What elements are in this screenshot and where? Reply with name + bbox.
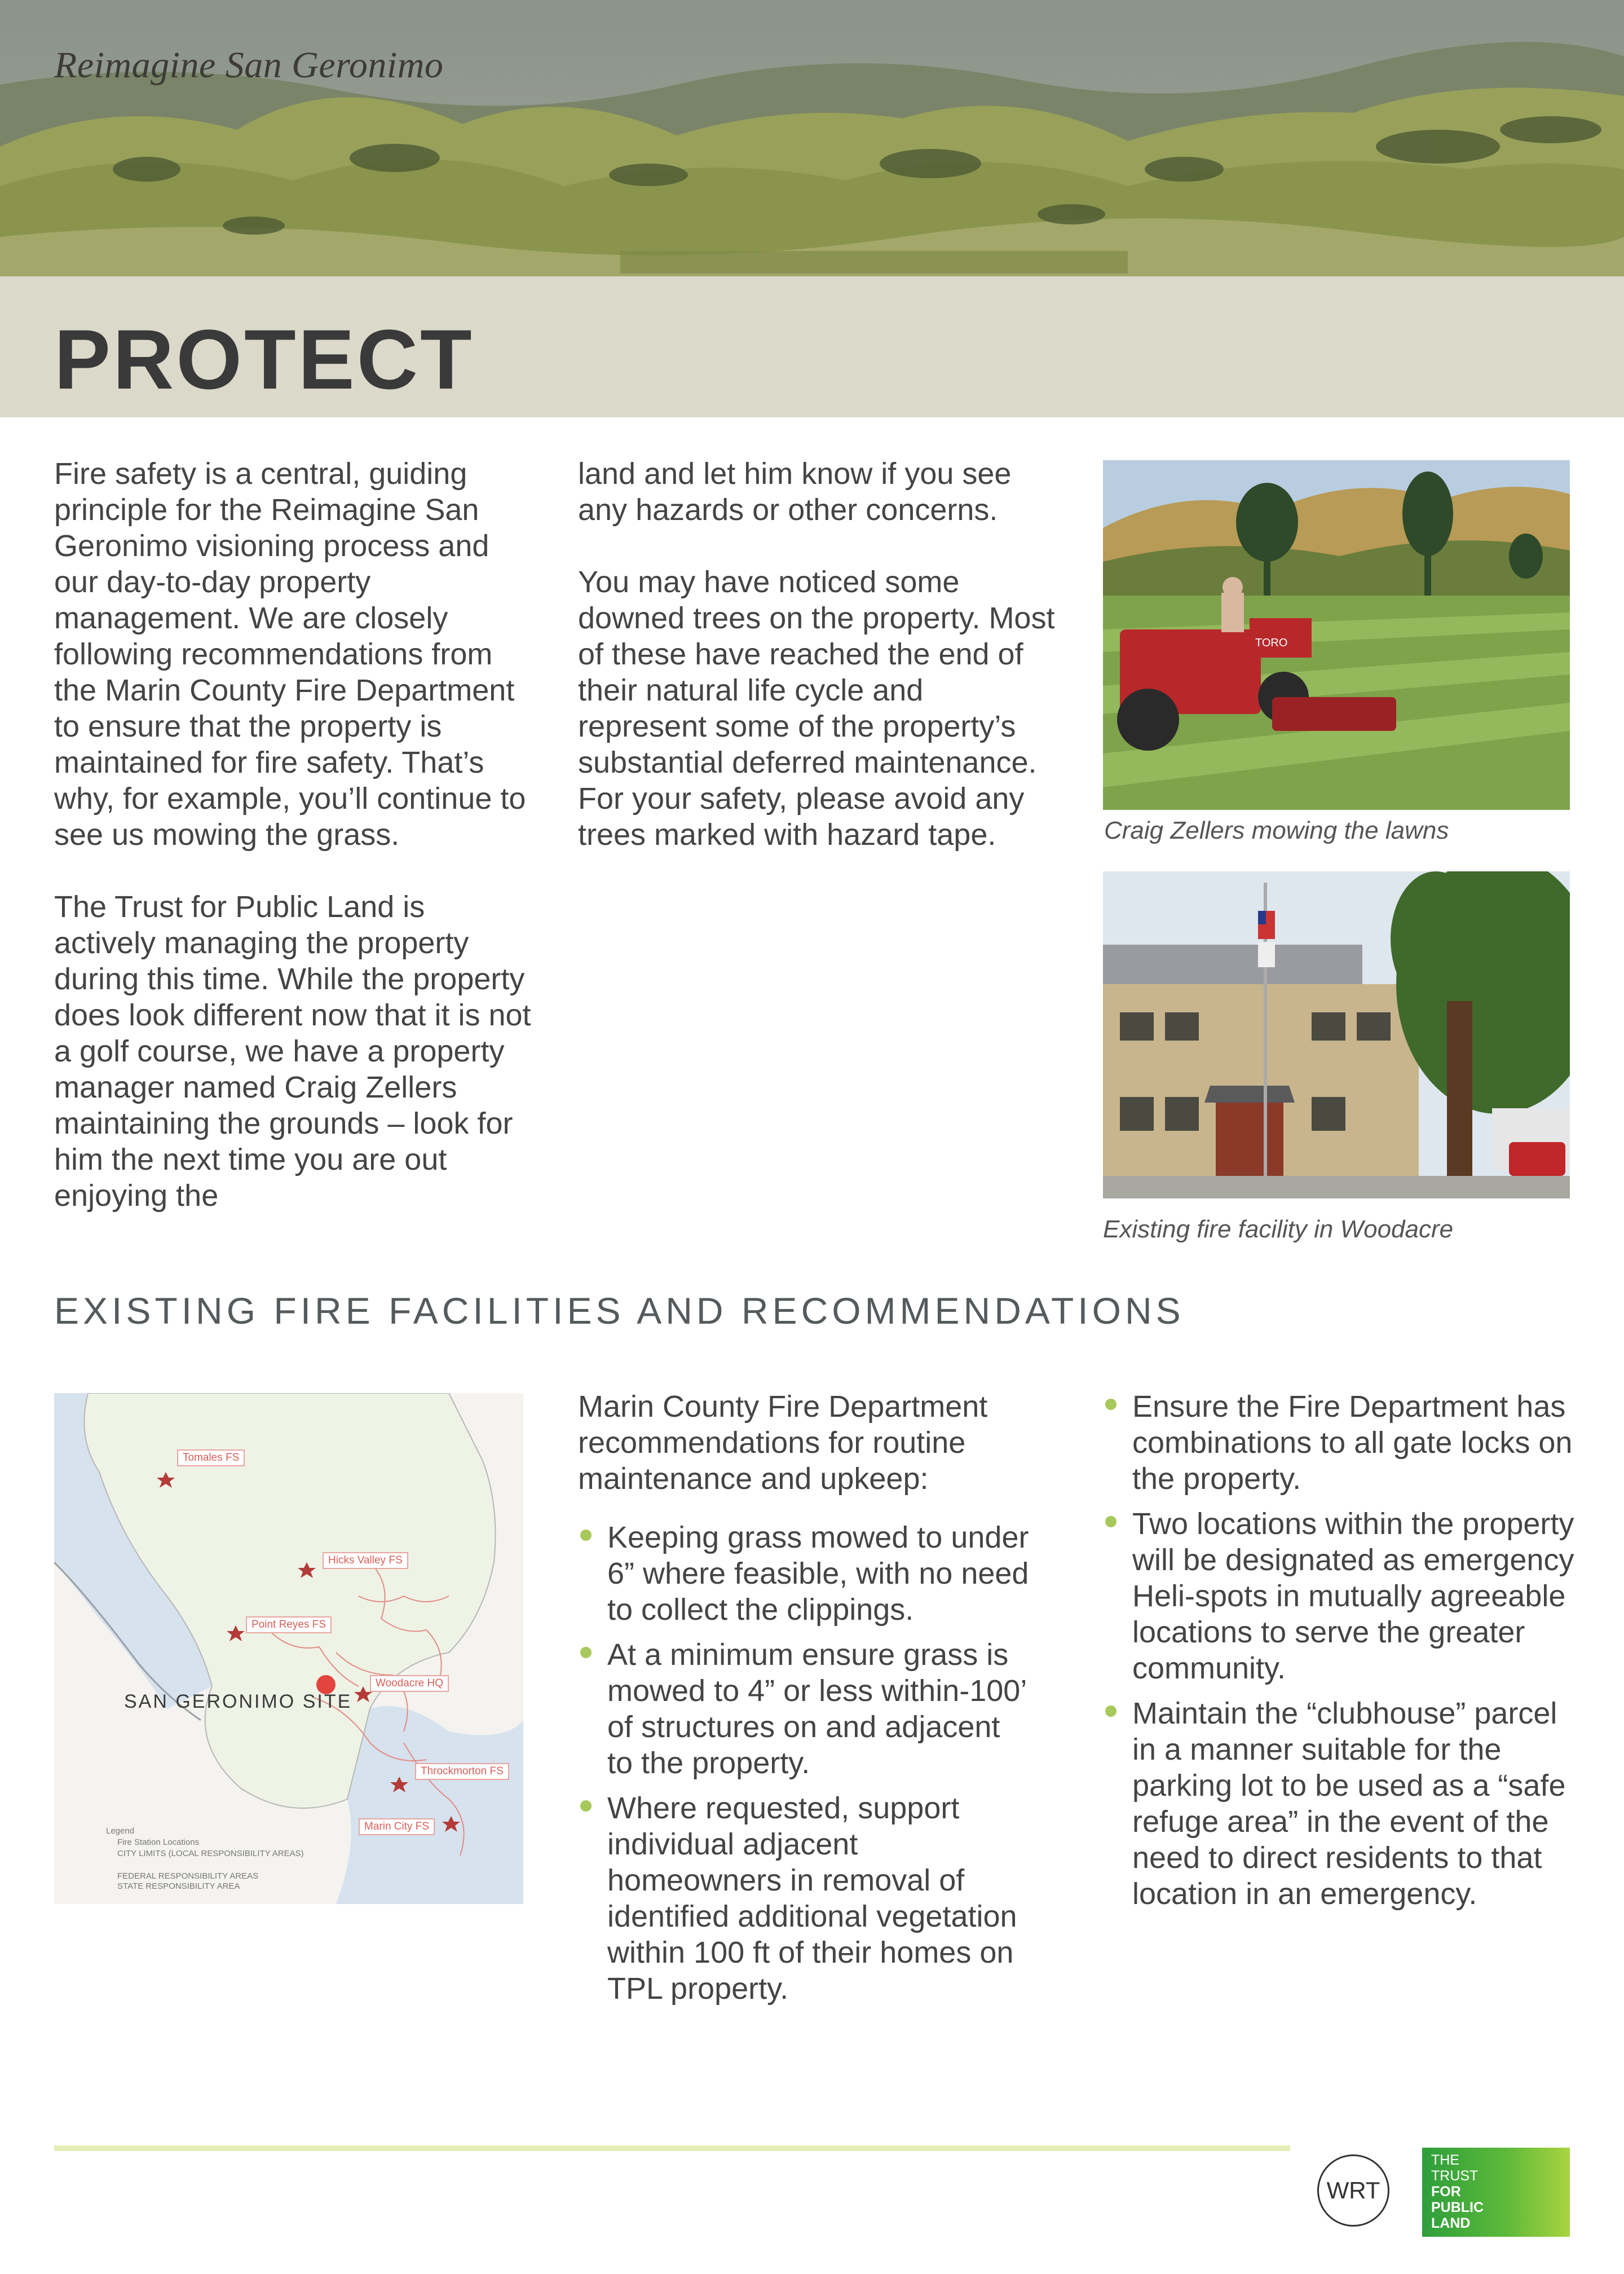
tpl-logo-line: THE <box>1431 2152 1459 2168</box>
recommendations-list-left <box>578 1519 1029 2007</box>
list-item: Ensure the Fire Department has combinations to all gate locks on the property. <box>1103 1389 1577 1497</box>
intro-column-2 <box>578 456 1057 889</box>
tpl-logo-line: LAND <box>1431 2215 1471 2231</box>
legend-item: STATE RESPONSIBILITY AREA <box>117 1881 240 1891</box>
fire-station-photo <box>1103 871 1570 1198</box>
paragraph: The Trust for Public Land is actively managing the property during this time. While the property does look different now that it is not a golf course, we have a property manager named Craig Zellers maintaining the grounds – look for him the next time you are out enjoying the <box>54 890 531 1213</box>
bullet-icon <box>580 1530 592 1541</box>
intro-column-1 <box>54 456 533 1250</box>
tpl-logo-line: TRUST <box>1431 2168 1479 2184</box>
map-station-label: Throckmorton FS <box>415 1763 509 1780</box>
mowing-photo <box>1103 460 1570 810</box>
legend-item: FEDERAL RESPONSIBILITY AREAS <box>117 1871 259 1881</box>
footer-rule <box>54 2145 1290 2151</box>
flag-icon <box>1258 911 1275 967</box>
fire-station-photo-caption: Existing fire facility in Woodacre <box>1103 1215 1454 1243</box>
map-station-label: Woodacre HQ <box>370 1675 449 1692</box>
paragraph: You may have noticed some downed trees on the property. Most of these have reached the end of their natural life cycle and represent some of the property’s substantial deferred maintenance. For your safety, please avoid any trees marked with hazard tape. <box>578 565 1055 852</box>
recommendations-column-left <box>578 1389 1029 2016</box>
section-title: PROTECT <box>54 312 474 407</box>
legend-title: Legend <box>106 1826 135 1836</box>
section-subheading: EXISTING FIRE FACILITIES AND RECOMMENDATIONS <box>54 1290 1185 1332</box>
list-item: Keeping grass mowed to under 6” where feasible, with no need to collect the clippings. <box>578 1519 1029 1628</box>
list-item: Maintain the “clubhouse” parcel in a manner suitable for the parking lot to be used as a “safe refuge area” in the event of the need to direct residents to that location in an emergency. <box>1103 1695 1577 1912</box>
legend-item: CITY LIMITS (LOCAL RESPONSIBILITY AREAS) <box>117 1849 304 1858</box>
paragraph: land and let him know if you see any hazards or other concerns. <box>578 457 1012 527</box>
list-item: Two locations within the property will be designated as emergency Heli-spots in mutually agreeable locations to serve the greater community. <box>1103 1506 1577 1686</box>
bullet-icon <box>1105 1516 1116 1527</box>
map-station-label: Hicks Valley FS <box>323 1552 408 1569</box>
bullet-icon <box>1105 1399 1116 1410</box>
recommendations-list-right <box>1103 1389 1577 1912</box>
tpl-logo-line: FOR <box>1431 2184 1461 2200</box>
legend-item: Fire Station Locations <box>117 1837 200 1847</box>
brand-title: Reimagine San Geronimo <box>54 45 444 86</box>
hero-banner <box>0 0 1624 417</box>
list-item: At a minimum ensure grass is mowed to 4” or less within-100’ of structures on and adjacent to the property. <box>578 1637 1029 1781</box>
svg-text:TORO: TORO <box>1255 637 1288 649</box>
recommendations-column-right <box>1103 1389 1577 1921</box>
trust-for-public-land-logo <box>1422 2148 1570 2237</box>
bullet-icon <box>1105 1706 1116 1717</box>
wrt-logo: WRT <box>1317 2154 1389 2227</box>
paragraph: Fire safety is a central, guiding principle for the Reimagine San Geronimo visioning process and our day-to-day property management. We are closely following recommendations from the Marin County Fire Department to ensure that the property is maintained for fire safety. That’s why, for example, you’ll continue to see us mowing the grass. <box>54 457 526 852</box>
bullet-icon <box>580 1800 592 1812</box>
fire-station-map <box>54 1393 523 1904</box>
mowing-photo-caption: Craig Zellers mowing the lawns <box>1104 817 1449 844</box>
bullet-icon <box>580 1647 592 1658</box>
site-label: SAN GERONIMO SITE <box>124 1691 352 1712</box>
map-station-label: Point Reyes FS <box>246 1616 332 1633</box>
recommendations-intro: Marin County Fire Department recommendations for routine maintenance and upkeep: <box>578 1390 988 1496</box>
list-item: Where requested, support individual adjacent homeowners in removal of identified additional vegetation within 100 ft of their homes on TPL property. <box>578 1790 1029 2007</box>
map-station-label: Tomales FS <box>177 1449 245 1466</box>
tpl-logo-line: PUBLIC <box>1431 2200 1484 2215</box>
map-station-label: Marin City FS <box>359 1818 435 1835</box>
